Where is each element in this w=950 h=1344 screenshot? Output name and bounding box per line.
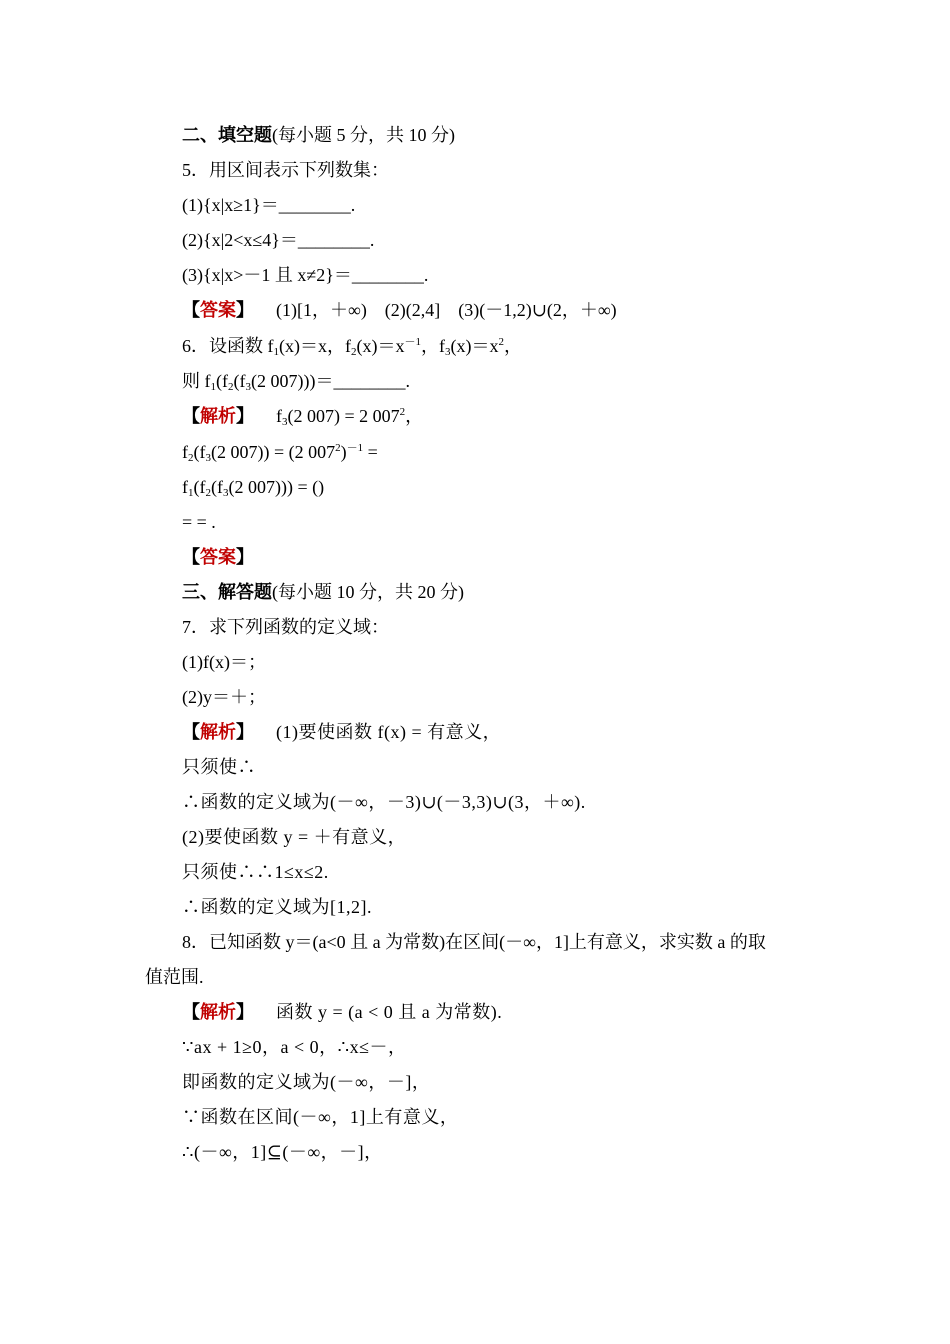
q7-part-1: (1)f(x)＝； bbox=[182, 652, 266, 672]
answer-tag-open: 【 bbox=[182, 300, 200, 320]
q5-part-3: (3){x|x>－1 且 x≠2}＝________. bbox=[182, 265, 429, 285]
q7-analysis-line-6: ∴函数的定义域为[1,2]. bbox=[182, 897, 372, 917]
q7-analysis-line-5: 只须使∴∴1≤x≤2. bbox=[182, 862, 329, 882]
q6-analysis-line-4: = = . bbox=[182, 512, 216, 532]
q7-stem: 7．求下列函数的定义域： bbox=[182, 617, 389, 637]
q8-analysis-line-5: ∴(－∞，1]⊆(－∞，－]， bbox=[182, 1142, 383, 1162]
answer-tag-label: 答案 bbox=[200, 300, 236, 320]
analysis-tag-label: 解析 bbox=[200, 406, 236, 426]
q7-analysis-line-4: (2)要使函数 y = ＋有意义， bbox=[182, 827, 407, 847]
q6-analysis-line-1: 【解析】 $f_3(2$ 007) = 2 $007^2$， bbox=[182, 406, 424, 428]
q8-analysis-line-4: ∵函数在区间(－∞，1]上有意义， bbox=[182, 1107, 459, 1127]
section-2-title: 二、填空题 bbox=[182, 125, 272, 145]
q6-question: 则 $f_1(f_2(f_3(2$ 007)))＝________. bbox=[182, 371, 410, 393]
q6-stem: 6．设函数 $f_1(x)=x$，$f_2(x)=x^{-1}$，$f_3(x)=x^2$， bbox=[182, 336, 522, 358]
q7-analysis-line-2: 只须使∴ bbox=[182, 757, 256, 777]
q8-analysis-line-2: ∵ax + 1≥0，a < 0，∴x≤－， bbox=[182, 1037, 407, 1057]
q5-stem: 5．用区间表示下列数集： bbox=[182, 160, 389, 180]
q5-part-2: (2){x|2<x≤4}＝________. bbox=[182, 230, 375, 250]
section-3-note: (每小题 10 分，共 20 分) bbox=[272, 582, 464, 602]
q8-stem-line-1: 8．已知函数 y＝(a<0 且 a 为常数)在区间(－∞，1]上有意义，求实数 a 的取 bbox=[182, 932, 766, 952]
q8-analysis-line-1: 【解析】 函数 y = (a < 0 且 a 为常数). bbox=[182, 1002, 503, 1022]
section-2-note: (每小题 5 分，共 10 分) bbox=[272, 125, 455, 145]
q7-analysis-line-1: 【解析】 (1)要使函数 f(x) = 有意义， bbox=[182, 722, 502, 742]
q5-answer-text: (1)[1，＋∞) (2)(2,4] (3)(－1,2)∪(2，＋∞) bbox=[276, 300, 617, 320]
q5-part-1: (1){x|x≥1}＝________. bbox=[182, 195, 356, 215]
section-3-heading bbox=[182, 580, 464, 604]
q6-analysis-line-2: $f_2(f_3(2$ 007)) = (2 $007^2)^{-1}$ = bbox=[182, 442, 378, 464]
answer-tag-close: 】 bbox=[236, 300, 254, 320]
section-2-heading bbox=[182, 123, 455, 147]
section-3-title: 三、解答题 bbox=[182, 582, 272, 602]
q5-answer bbox=[182, 298, 617, 322]
q8-stem-line-2: 值范围. bbox=[145, 967, 204, 987]
q7-analysis-line-3: ∴函数的定义域为(－∞，－3)∪(－3,3)∪(3，＋∞). bbox=[182, 792, 586, 812]
q6-answer: 【答案】 bbox=[182, 547, 254, 567]
q6-analysis-line-3: $f_1(f_2(f_3(2$ 007))) = () bbox=[182, 477, 325, 499]
q7-part-2: (2)y＝＋； bbox=[182, 687, 266, 707]
q8-analysis-line-3: 即函数的定义域为(－∞，－]， bbox=[182, 1072, 431, 1092]
